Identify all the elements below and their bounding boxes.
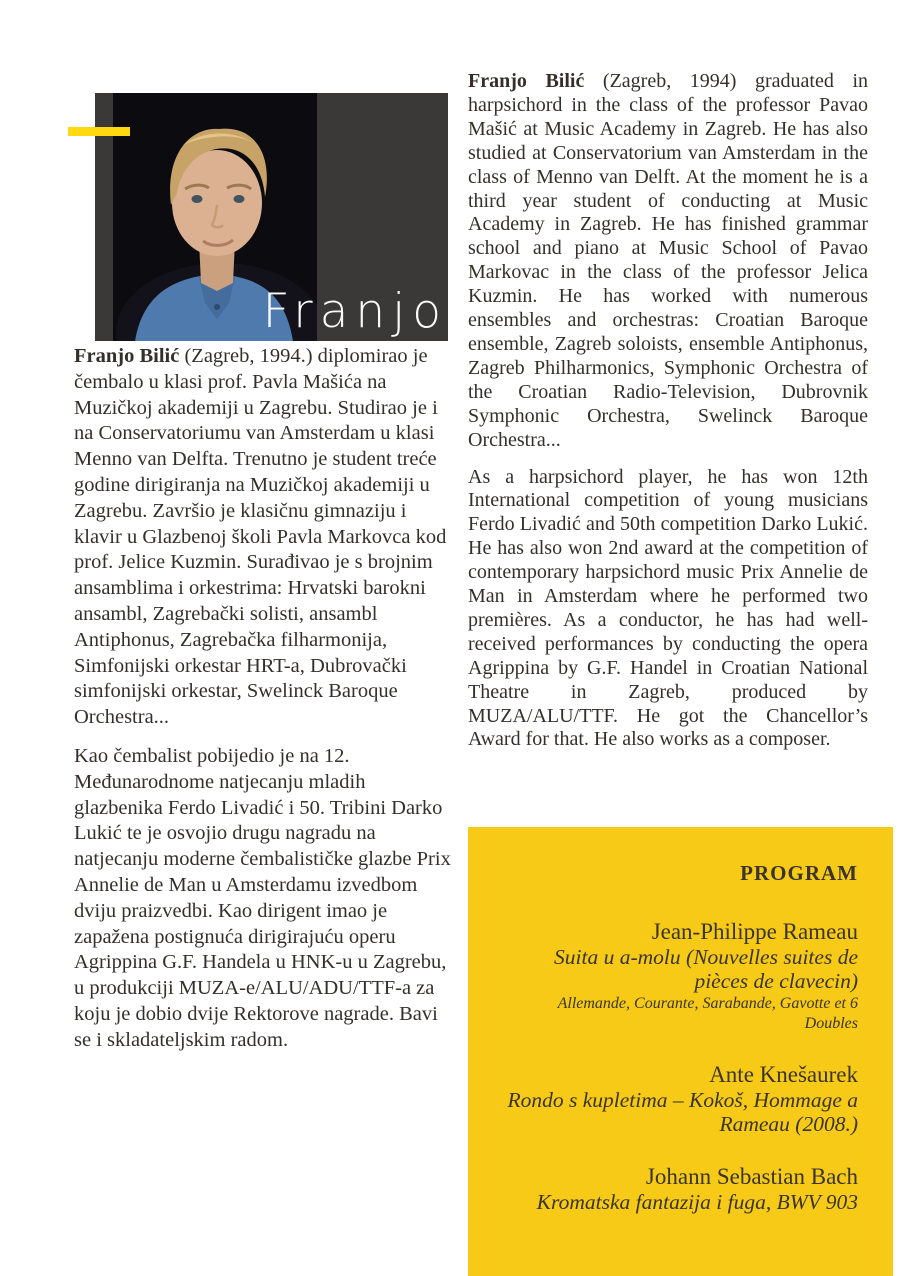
program-item (506, 1163, 858, 1215)
program-title: PROGRAM (740, 861, 858, 885)
bio-croatian-column (74, 344, 452, 1067)
composer-name: Johann Sebastian Bach (645, 1164, 858, 1189)
bio-hr-paragraph-1-text: (Zagreb, 1994.) diplomirao je čembalo u klasi prof. Pavla Mašića na Muzičkoj akademiji u Zagrebu. Studirao je i na Conservatoriumu van Amsterdam u klasi Menno van Delfta. Trenutno je student treće godine dirigiranja na Muzičkoj akademiji u Zagrebu. Završio je klasičnu gimnaziju i klavir u Glazbenoj školi Pavla Markovca kod prof. Jelice Kuzmin. Surađivao je s brojnim ansamblima i orkestrima: Hrvatski barokni ansambl, Zagrebački solisti, ansambl Antiphonus, Zagrebačka filharmonija, Simfonijski orkestar HRT-a, Dubrovački simfonijski orkestar, Swelinck Baroque Orchestra... (74, 345, 447, 729)
work-title: Suita u a-molu (Nouvelles suites de pièces de clavecin) (554, 945, 858, 993)
bio-hr-paragraph-2: Kao čembalist pobijedio je na 12. Međunarodnome natjecanju mladih glazbenika Ferdo Livadić i 50. Tribini Darko Lukić te je osvojio drugu nagradu na natjecanju moderne čembalističke glazbe Prix Annelie de Man u Amsterdamu izvedbom dviju praizvedbi. Kao dirigent imao je zapažena postignuća dirigirajuću operu Agrippina G.F. Handela u HNK-u u Zagrebu, u produkciji MUZA-e/ALU/ADU/TTF-a za koju je dobio dvije Rektorove nagrade. Bavi se i skladateljskim radom. (74, 744, 451, 1051)
program-item (506, 1061, 858, 1136)
program-item (506, 918, 858, 1034)
photo-panel (95, 93, 448, 341)
bio-hr-paragraph-1 (74, 344, 452, 731)
program-box (468, 827, 893, 1276)
yellow-accent-dash (68, 127, 130, 136)
work-movements: Allemande, Courante, Sarabande, Gavotte et 6 Doubles (557, 995, 858, 1032)
person-name-en: Franjo Bilić (468, 70, 585, 92)
first-name-overlay: Franjo (262, 284, 448, 339)
bio-en-paragraph-1-text: (Zagreb, 1994) graduated in harpsichord in the class of the professor Pavao Mašić at Music Academy in Zagreb. He has also studied at Conservatorium van Amsterdam in the class of Menno van Delft. At the moment he is a third year student of conducting at Music Academy in Zagreb. He has finished grammar school and piano at Music School of Pavao Markovac in the class of the professor Jelica Kuzmin. He has worked with numerous ensembles and orchestras: Croatian Baroque ensemble, Zagreb soloists, ensemble Antiphonus, Zagreb Philharmonics, Symphonic Orchestra of the Croatian Radio-Television, Dubrovnik Symphonic Orchestra, Swelinck Baroque Orchestra... (468, 70, 868, 451)
work-title: Rondo s kupletima – Kokoš, Hommage a Rameau (2008.) (507, 1088, 858, 1136)
composer-name: Ante Knešaurek (709, 1062, 858, 1087)
bio-en-paragraph-1 (468, 70, 868, 453)
bio-en-paragraph-2: As a harpsichord player, he has won 12th International competition of young musicians Ferdo Livadić and 50th competition Darko Lukić. He has also won 2nd award at the competition of contemporary harpsichord music Prix Annelie de Man in Amsterdam where he performed two premières. As a conductor, he has had well-received performances by conducting the opera Agrippina by G.F. Handel in Croatian National Theatre in Zagreb, produced by MUZA/ALU/TTF. He got the Chancellor’s Award for that. He also works as a composer. (468, 465, 868, 751)
work-title: Kromatska fantazija i fuga, BWV 903 (536, 1190, 858, 1214)
person-name-hr: Franjo Bilić (74, 345, 180, 367)
bio-english-column (468, 70, 868, 765)
composer-name: Jean-Philippe Rameau (651, 919, 858, 944)
